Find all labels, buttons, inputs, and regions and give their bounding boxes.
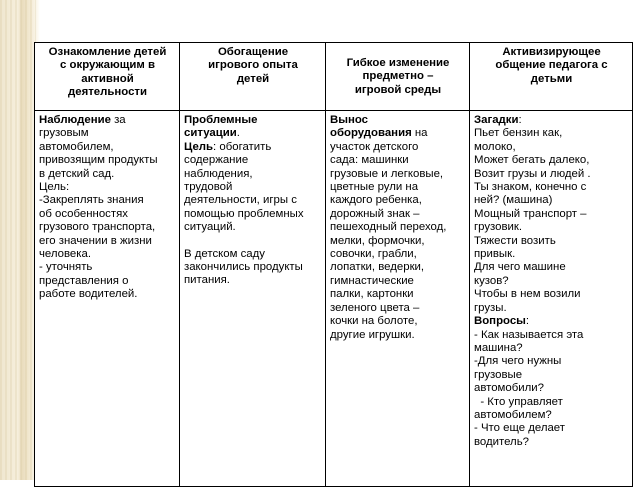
- text-line: другие игрушки.: [330, 328, 415, 341]
- text-line: Тяжести возить: [474, 234, 556, 247]
- text-line: кочки на болоте,: [330, 315, 418, 328]
- text-line: зеленого цвета –: [330, 301, 420, 314]
- text-line: -Закреплять знания: [39, 194, 144, 207]
- text-line: ней? (машина): [474, 194, 553, 207]
- text-line: в детский сад.: [39, 167, 115, 180]
- text-line: Цель:: [39, 181, 70, 194]
- header-1-line: Ознакомление детей: [48, 46, 167, 58]
- text-line: Пьет бензин как,: [474, 127, 563, 140]
- text-line: мелки, формочки,: [330, 234, 425, 247]
- text-line: питания.: [184, 274, 230, 287]
- text-line: участок детского: [330, 140, 419, 153]
- bold-term: ситуации: [184, 127, 237, 140]
- text-line: грузовые: [474, 368, 523, 381]
- text-line: привозящим продукты: [39, 154, 158, 167]
- text-line: - уточнять: [39, 261, 93, 274]
- header-cell-4: [470, 43, 633, 111]
- text-line: грузового транспорта,: [39, 221, 156, 234]
- text-line: Чтобы в нем возили: [474, 288, 581, 301]
- text-line: грузы.: [474, 301, 507, 314]
- header-cell-2: [180, 43, 326, 111]
- text-line: человека.: [39, 248, 91, 261]
- text-line: Может бегать далеко,: [474, 154, 590, 167]
- header-4-line: детьми: [530, 72, 573, 85]
- text-line: дорожный знак –: [330, 207, 420, 220]
- bold-term: Вынос: [330, 114, 368, 126]
- text-line: кузов?: [474, 274, 509, 287]
- bold-term: Цель: [184, 140, 214, 153]
- bold-term: Вопросы: [474, 315, 526, 328]
- text-line: Мощный транспорт –: [474, 207, 587, 220]
- text-line: автомобилем?: [474, 408, 552, 421]
- text-line: машина?: [474, 341, 523, 354]
- paragraph-gap: [184, 235, 322, 248]
- text-line: Для чего машине: [474, 261, 566, 274]
- bold-term: Загадки: [474, 114, 519, 126]
- problem-situations-cell: [180, 111, 326, 487]
- header-cell-3: [326, 43, 470, 111]
- text-fragment: : обогатить: [213, 140, 272, 153]
- text-line: представления о: [39, 274, 129, 287]
- content-row: [35, 111, 633, 487]
- text-line: закончились продукты: [184, 261, 303, 274]
- text-line: грузовым: [39, 127, 89, 140]
- text-line: привык.: [474, 248, 516, 261]
- text-line: об особенностях: [39, 207, 128, 220]
- text-line: содержание: [184, 154, 249, 167]
- text-line: работе водителей.: [39, 288, 138, 301]
- text-fragment: за: [110, 114, 126, 126]
- dialogue-cell: [470, 111, 633, 487]
- text-line: деятельности, игры с: [184, 194, 297, 207]
- text-line: [184, 114, 322, 127]
- text-line: [474, 315, 629, 328]
- text-line: ситуаций.: [184, 221, 236, 234]
- text-line: пешеходный переход,: [330, 221, 447, 234]
- text-line: совочки, грабли,: [330, 248, 417, 261]
- text-line: - Что еще делает: [474, 422, 565, 435]
- text-line: [330, 114, 466, 127]
- header-2-line: Обогащение: [217, 46, 289, 58]
- text-line: водитель?: [474, 435, 529, 448]
- text-fragment: :: [518, 114, 522, 126]
- text-line: автомобили?: [474, 382, 544, 395]
- header-3-line: предметно –: [362, 70, 434, 83]
- text-line: лопатки, ведерки,: [330, 261, 425, 274]
- text-line: [39, 114, 176, 127]
- left-decorative-stripe: [0, 0, 36, 480]
- text-line: молоко,: [474, 140, 516, 153]
- header-4-line: Активизирующее: [502, 46, 601, 58]
- text-line: сада: машинки: [330, 154, 409, 167]
- text-line: его значении в жизни: [39, 234, 152, 247]
- header-1-line: активной: [81, 72, 134, 85]
- text-line: [330, 127, 466, 140]
- text-line: палки, картонки: [330, 288, 414, 301]
- text-line: трудовой: [184, 181, 233, 194]
- text-line: наблюдения,: [184, 167, 253, 180]
- header-2-line: игрового опыта: [208, 59, 298, 72]
- text-line: гимнастические: [330, 274, 414, 287]
- header-row: [35, 43, 633, 111]
- text-line: [184, 141, 322, 154]
- text-line: грузовые и легковые,: [330, 167, 444, 180]
- header-1-line: деятельности: [68, 86, 147, 99]
- text-line: Ты знаком, конечно с: [474, 181, 587, 194]
- text-line: цветные рули на: [330, 181, 419, 194]
- text-line: грузовик.: [474, 221, 523, 234]
- header-4-line: общение педагога с: [495, 59, 608, 72]
- text-line: автомобилем,: [39, 140, 114, 153]
- text-line: - Кто управляет: [474, 395, 563, 408]
- text-line: Возит грузы и людей .: [474, 167, 591, 180]
- bold-term: Проблемные: [184, 114, 258, 126]
- bold-term: Наблюдение: [39, 114, 111, 126]
- header-3-line: Гибкое изменение: [346, 56, 450, 69]
- text-line: [474, 114, 629, 127]
- text-line: [184, 127, 322, 140]
- header-2-line: детей: [236, 72, 270, 85]
- observation-cell: [35, 111, 180, 487]
- text-line: -Для чего нужны: [474, 355, 562, 368]
- text-fragment: :: [525, 315, 530, 328]
- text-fragment: .: [236, 127, 240, 140]
- header-cell-1: [35, 43, 180, 111]
- text-line: - Как называется эта: [474, 328, 584, 341]
- bold-term: оборудования: [330, 127, 412, 140]
- activity-table: [34, 42, 633, 487]
- header-1-line: с окружающим в: [60, 59, 155, 72]
- text-line: помощью проблемных: [184, 207, 304, 220]
- text-line: В детском саду: [184, 247, 265, 260]
- text-fragment: на: [411, 127, 428, 140]
- text-line: каждого ребенка,: [330, 194, 422, 207]
- equipment-cell: [326, 111, 470, 487]
- header-3-line: игровой среды: [354, 83, 442, 96]
